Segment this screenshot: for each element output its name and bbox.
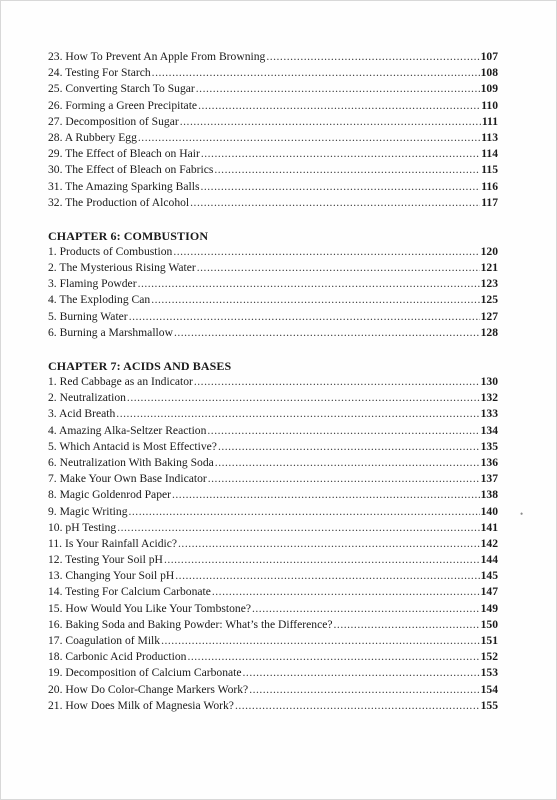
toc-entry <box>48 114 498 130</box>
dot-leader <box>334 617 480 633</box>
toc-entry-page: 138 <box>480 488 498 502</box>
toc-entry <box>48 179 498 195</box>
toc-entry-title: 1. Red Cabbage as an Indicator <box>48 375 193 388</box>
toc-entry-title: 20. How Do Color-Change Markers Work? <box>48 682 249 696</box>
toc-entry <box>48 423 498 439</box>
toc-entry <box>48 406 498 422</box>
toc-entry-page: 132 <box>480 391 498 405</box>
toc-entry <box>48 584 498 600</box>
toc-entry <box>48 487 498 503</box>
toc-entry-title: 5. Burning Water <box>48 309 128 323</box>
toc-entry-title: 18. Carbonic Acid Production <box>48 650 187 664</box>
toc-entry <box>48 292 498 308</box>
table-of-contents <box>48 49 498 714</box>
toc-entry-title: 6. Neutralization With Baking Soda <box>48 455 214 469</box>
toc-entry-page: 144 <box>480 553 498 567</box>
toc-entry-page: 128 <box>480 325 498 339</box>
toc-entry <box>48 698 498 714</box>
toc-entry-page: 151 <box>480 634 498 647</box>
dot-leader <box>215 455 480 471</box>
dot-leader <box>117 520 479 536</box>
toc-entry <box>48 504 498 520</box>
toc-entry-page: 117 <box>481 195 498 209</box>
dot-leader <box>218 439 480 455</box>
toc-entry-page: 147 <box>480 585 498 599</box>
toc-entry-title: 28. A Rubbery Egg <box>48 130 137 144</box>
toc-entry-title: 13. Changing Your Soil pH <box>48 569 175 583</box>
dot-leader <box>200 179 480 195</box>
toc-entry-title: 12. Testing Your Soil pH <box>48 553 163 567</box>
chapter-6-heading: CHAPTER 6: COMBUSTION <box>48 228 209 243</box>
toc-entry <box>48 98 498 114</box>
toc-entry-page: 123 <box>480 277 498 291</box>
toc-entry-page: 141 <box>480 520 498 534</box>
toc-entry-page: 135 <box>480 439 498 453</box>
dot-leader <box>196 81 480 97</box>
dot-leader <box>266 49 479 65</box>
toc-entry <box>48 195 498 211</box>
toc-entry-title: 17. Coagulation of Milk <box>48 634 161 647</box>
toc-entry-page: 113 <box>481 130 498 144</box>
dot-leader <box>207 423 479 439</box>
toc-entry <box>48 162 498 178</box>
toc-entry-page: 149 <box>480 601 498 615</box>
toc-entry <box>48 471 498 487</box>
toc-entry-page: 153 <box>480 666 498 680</box>
dot-leader <box>129 504 480 520</box>
toc-entry <box>48 309 498 325</box>
toc-entry <box>48 439 498 455</box>
toc-entry <box>48 390 498 406</box>
toc-continued-list <box>48 49 498 211</box>
toc-entry-title: 25. Converting Starch To Sugar <box>48 82 195 96</box>
toc-entry-page: 125 <box>480 293 498 307</box>
toc-entry <box>48 276 498 292</box>
dot-leader <box>252 601 480 617</box>
toc-entry-page: 109 <box>480 82 498 96</box>
toc-entry-page: 110 <box>481 98 498 112</box>
toc-entry-title: 3. Flaming Powder <box>48 277 137 291</box>
dot-leader <box>164 552 480 568</box>
toc-entry-page: 107 <box>480 50 498 63</box>
toc-entry <box>48 244 498 260</box>
toc-entry <box>48 130 498 146</box>
toc-entry <box>48 633 498 649</box>
toc-entry <box>48 536 498 552</box>
toc-entry-page: 140 <box>480 504 498 518</box>
toc-entry-title: 2. The Mysterious Rising Water <box>48 261 196 275</box>
toc-entry-page: 137 <box>480 472 498 486</box>
toc-entry-title: 14. Testing For Calcium Carbonate <box>48 585 211 599</box>
toc-entry <box>48 81 498 97</box>
dot-leader <box>190 195 480 211</box>
toc-entry <box>48 260 498 276</box>
dot-leader <box>201 146 480 162</box>
toc-entry <box>48 49 498 65</box>
toc-entry-title: 23. How To Prevent An Apple From Browning <box>48 50 266 63</box>
dot-leader <box>172 487 480 503</box>
toc-entry <box>48 374 498 390</box>
toc-entry-title: 29. The Effect of Bleach on Hair <box>48 147 200 161</box>
toc-entry-title: 30. The Effect of Bleach on Fabrics <box>48 163 214 177</box>
toc-entry-title: 3. Acid Breath <box>48 407 116 421</box>
toc-entry-title: 9. Magic Writing <box>48 504 128 518</box>
toc-entry-title: 4. Amazing Alka-Seltzer Reaction <box>48 423 207 437</box>
toc-entry-page: 120 <box>480 244 498 258</box>
toc-entry-page: 154 <box>480 682 498 696</box>
dot-leader <box>214 162 480 178</box>
chapter-7-heading: CHAPTER 7: ACIDS AND BASES <box>48 359 232 373</box>
toc-entry-page: 114 <box>481 147 498 161</box>
toc-entry <box>48 649 498 665</box>
dot-leader <box>116 406 479 422</box>
toc-entry-page: 127 <box>480 309 498 323</box>
toc-entry <box>48 325 498 341</box>
toc-entry <box>48 601 498 617</box>
toc-entry-page: 111 <box>481 114 498 128</box>
dot-leader <box>138 130 480 146</box>
chapter-6-list <box>48 244 498 341</box>
toc-entry-title: 5. Which Antacid is Most Effective? <box>48 439 217 453</box>
toc-entry-page: 108 <box>480 66 498 80</box>
dot-leader <box>138 276 480 292</box>
dot-leader <box>178 536 480 552</box>
toc-entry-title: 31. The Amazing Sparking Balls <box>48 179 200 193</box>
dot-leader <box>127 390 480 406</box>
toc-entry <box>48 65 498 81</box>
toc-entry-page: 155 <box>480 698 498 712</box>
dot-leader <box>173 244 479 260</box>
toc-entry-title: 16. Baking Soda and Baking Powder: What’s the Difference? <box>48 617 333 631</box>
toc-entry <box>48 146 498 162</box>
dot-leader <box>243 665 480 681</box>
dot-leader <box>212 584 480 600</box>
toc-entry-page: 116 <box>481 179 498 193</box>
toc-entry-title: 15. How Would You Like Your Tombstone? <box>48 601 251 615</box>
toc-entry-title: 26. Forming a Green Precipitate <box>48 98 198 112</box>
toc-entry-title: 27. Decomposition of Sugar <box>48 114 179 128</box>
dot-leader <box>180 114 481 130</box>
toc-entry-page: 134 <box>480 423 498 437</box>
toc-entry-page: 150 <box>480 617 498 631</box>
dot-leader <box>175 568 479 584</box>
toc-entry-page: 133 <box>480 407 498 421</box>
dot-leader <box>197 260 480 276</box>
toc-entry-title: 2. Neutralization <box>48 391 126 405</box>
dot-leader <box>151 292 479 308</box>
toc-entry-title: 32. The Production of Alcohol <box>48 195 190 209</box>
toc-entry <box>48 617 498 633</box>
toc-entry <box>48 665 498 681</box>
toc-entry-title: 19. Decomposition of Calcium Carbonate <box>48 666 242 680</box>
margin-mark: • <box>520 509 524 519</box>
toc-entry-title: 4. The Exploding Can <box>48 293 151 307</box>
toc-entry-page: 136 <box>480 455 498 469</box>
dot-leader <box>174 325 480 341</box>
dot-leader <box>152 65 480 81</box>
dot-leader <box>235 698 480 714</box>
dot-leader <box>249 682 479 698</box>
dot-leader <box>187 649 479 665</box>
toc-entry <box>48 520 498 536</box>
toc-entry-title: 10. pH Testing <box>48 520 117 534</box>
dot-leader <box>129 309 480 325</box>
toc-entry-page: 130 <box>480 375 498 388</box>
dot-leader <box>194 374 480 390</box>
toc-entry-page: 145 <box>480 569 498 583</box>
toc-entry <box>48 568 498 584</box>
toc-entry-page: 121 <box>480 261 498 275</box>
toc-entry-page: 152 <box>480 650 498 664</box>
toc-entry-title: 24. Testing For Starch <box>48 66 151 80</box>
toc-entry-title: 21. How Does Milk of Magnesia Work? <box>48 698 234 712</box>
toc-entry-page: 142 <box>480 536 498 550</box>
toc-entry-title: 7. Make Your Own Base Indicator <box>48 472 207 486</box>
dot-leader <box>161 633 480 649</box>
toc-entry-title: 8. Magic Goldenrod Paper <box>48 488 171 502</box>
dot-leader <box>208 471 480 487</box>
dot-leader <box>198 98 480 114</box>
toc-entry-title: 11. Is Your Rainfall Acidic? <box>48 536 178 550</box>
toc-entry <box>48 552 498 568</box>
toc-entry-page: 115 <box>481 163 498 177</box>
toc-entry-title: 1. Products of Combustion <box>48 244 173 258</box>
chapter-7-list <box>48 374 498 714</box>
toc-entry <box>48 682 498 698</box>
toc-entry-title: 6. Burning a Marshmallow <box>48 325 173 339</box>
toc-entry <box>48 455 498 471</box>
